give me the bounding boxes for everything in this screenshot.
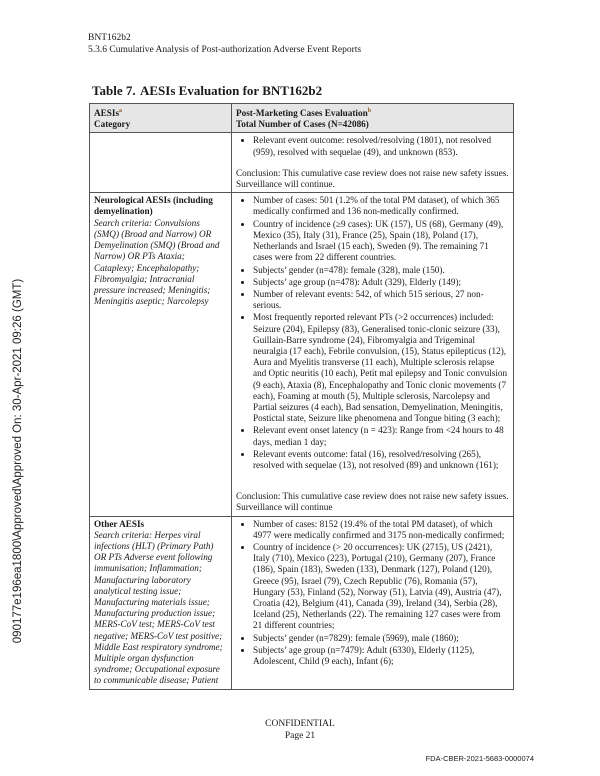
document-header: [88, 32, 361, 56]
search-criteria: Search criteria: Convulsions (SMQ) (Broad and Narrow) OR Demyelination (SMQ) (Broad and Narrow) OR PTs Ataxia; Cataplexy; Encephalopathy; Fibromyalgia; Intracranial pressure increased; Meningitis; Meningitis aseptic; Narcolepsy: [94, 217, 220, 307]
list-item: • Subjects’ age group (n=7479): Adult (6330), Elderly (1125), Adolescent, Child (9 each), Infant (6);: [253, 645, 509, 667]
page-footer: [0, 718, 600, 742]
confidential-label: CONFIDENTIAL: [265, 719, 335, 729]
search-criteria: Search criteria: Herpes viral infections (HLT) (Primary Path) OR PTs Adverse event following immunisation; Inflammation; Manufacturing laboratory analytical testing issue; Manufacturing materials issue; Manufacturing production issue; MERS-CoV test; MERS-CoV test negative; MERS-CoV test positive; Middle East respiratory syndrome; Multiple organ dysfunction syndrome; Occupational exposure to communicable disease; Patient: [94, 529, 223, 686]
document-product: BNT162b2: [88, 33, 131, 43]
list-item: • Number of cases: 8152 (19.4% of the total PM dataset), of which 4977 were medically confirmed and 3175 non-medically confirmed;: [253, 519, 509, 541]
table-number: Table 7.: [92, 83, 136, 98]
category-cell: [90, 193, 232, 516]
table-row: [90, 516, 514, 689]
list-item: • Relevant event outcome: resolved/resolving (1801), not resolved (959), resolved with sequelae (49), and unknown (853).: [253, 135, 509, 157]
list-item: • Subjects’ age group (n=478): Adult (329), Elderly (149);: [253, 277, 509, 288]
category-cell: [90, 516, 232, 689]
document-section: 5.3.6 Cumulative Analysis of Post-authorization Adverse Event Reports: [88, 45, 362, 55]
col2-header: Post-Marketing Cases Evaluation$^b$ Total Number of Cases (N=42086): [232, 104, 514, 133]
table-row: [90, 133, 514, 193]
evaluation-cell: [232, 133, 514, 193]
col1-header: AESIs$^a$ Category: [90, 104, 232, 133]
list-item: • Relevant events outcome: fatal (16), resolved/resolving (265), resolved with sequelae (13), not resolved (89) and unknown (161);: [253, 449, 509, 471]
list-item: • Subjects’ gender (n=7829): female (5969), male (1860);: [253, 633, 509, 644]
list-item: • Country of incidence (≥9 cases): UK (157), US (68), Germany (49), Mexico (35), Italy (31), France (25), Spain (18), Poland (17), Netherlands and Israel (15 each), Sweden (9). The remaining 71 cases were from 22 different countries.: [253, 219, 509, 264]
table-row: [90, 193, 514, 516]
list-item: • Most frequently reported relevant PTs (>2 occurrences) included: Seizure (204), Epilepsy (83), Generalised tonic-clonic seizure (33), Guillain-Barre syndrome (24), Fibromyalgia and Trigeminal neuralgia (17 each), Febrile convulsion, (15), Status epilepticus (12), Aura and Myelitis transverse (11 each), Multiple sclerosis relapse and Optic neuritis (10 each), Petit mal epilepsy and Tonic convulsion (9 each), Ataxia (8), Encephalopathy and Tonic clonic movements (7 each), Foaming at mouth (5), Multiple sclerosis, Narcolepsy and Partial seizures (4 each), Bad sensation, Demyelination, Meningitis, Postictal state, Seizure like phenomena and Tongue biting (3 each);: [253, 312, 509, 424]
conclusion: Conclusion: This cumulative case review does not raise new safety issues. Surveillance will continue: [236, 491, 509, 513]
evaluation-cell: [232, 516, 514, 689]
category-name: Neurological AESIs (including demyelination): [94, 195, 213, 217]
list-item: • Number of relevant events: 542, of which 515 serious, 27 non-serious.: [253, 289, 509, 311]
table-caption: AESIs Evaluation for BNT162b2: [140, 83, 323, 98]
approval-stamp: 090177e196ea1800\Approved\Approved On: 30-Apr-2021 09:26 (GMT): [12, 278, 24, 644]
list-item: • Country of incidence (> 20 occurrences): UK (2715), US (2421), Italy (710), Mexico (223), Portugal (210), Germany (207), France (186), Spain (183), Sweden (133), Denmark (127), Poland (120), Greece (95), Israel (79), Czech Republic (76), Romania (57), Hungary (53), Finland (52), Norway (51), Latvia (49), Austria (47), Croatia (42), Belgium (41), Canada (39), Ireland (34), Serbia (28), Iceland (25), Netherlands (22). The remaining 127 cases were from 21 different countries;: [253, 542, 509, 632]
category-name: Other AESIs: [94, 518, 145, 529]
table-header-row: [90, 104, 514, 133]
table-title: [92, 83, 322, 99]
evaluation-cell: [232, 193, 514, 516]
list-item: • Number of cases: 501 (1.2% of the total PM dataset), of which 365 medically confirmed and 136 non-medically confirmed.: [253, 195, 509, 217]
aesi-table: [89, 103, 514, 690]
list-item: • Relevant event onset latency (n = 423): Range from <24 hours to 48 days, median 1 day;: [253, 425, 509, 447]
conclusion: Conclusion: This cumulative case review does not raise new safety issues. Surveillance will continue.: [236, 167, 509, 190]
document-id: FDA-CBER-2021-5683-0000074: [425, 754, 534, 763]
category-cell-empty: [90, 133, 232, 193]
list-item: • Subjects’ gender (n=478): female (328), male (150).: [253, 265, 509, 276]
page-number: Page 21: [284, 731, 316, 741]
